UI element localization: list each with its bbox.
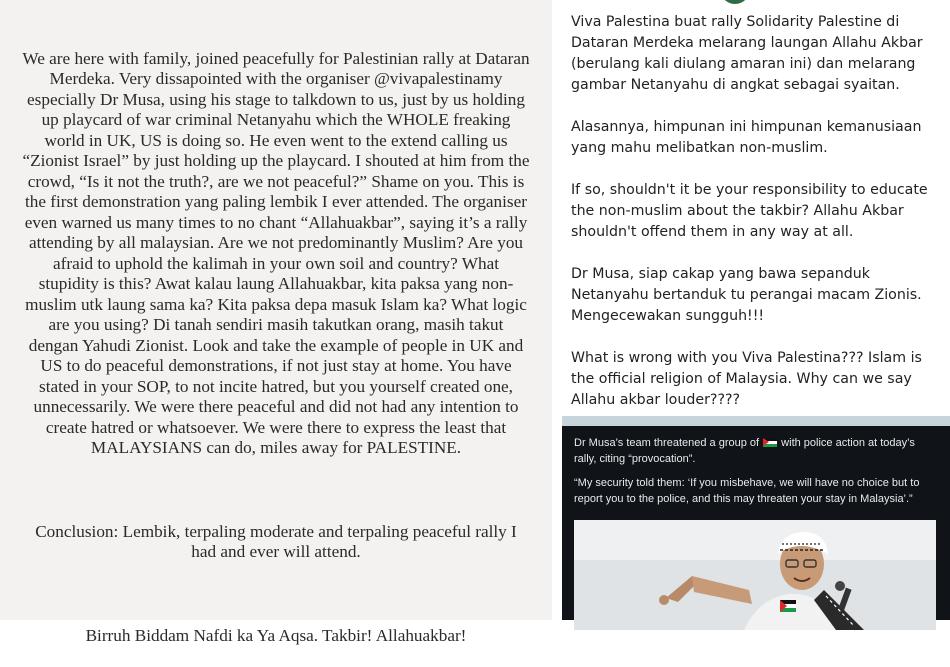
tweet-text xyxy=(574,436,940,516)
panel-divider xyxy=(552,0,562,620)
right-post-paragraph: What is wrong with you Viva Palestina??? Islam is the official religion of Malaysia. Why can we say Allahu akbar louder???? xyxy=(571,350,922,408)
tweet-photo[interactable] xyxy=(574,520,936,630)
left-post-conclusion: Conclusion: Lembik, terpaling moderate and terpaling peaceful rally I had and ever will attend. xyxy=(35,521,517,561)
right-post-paragraph: Dr Musa, siap cakap yang bawa sepanduk Netanyahu bertanduk tu perangai macam Zionis. Mengecewakan sungguh!!! xyxy=(571,266,922,324)
tweet-line-end: with police action at today’s rally, citing “provocation”. xyxy=(574,437,915,465)
tweet-header-strip xyxy=(562,416,950,426)
right-post-paragraph: Alasannya, himpunan ini himpunan kemanusiaan yang mahu melibatkan non-muslim. xyxy=(571,119,922,156)
palestine-flag-icon xyxy=(763,438,777,447)
avatar[interactable] xyxy=(720,0,750,4)
left-post-text xyxy=(22,28,530,667)
right-post-paragraph: Viva Palestina buat rally Solidarity Palestine di Dataran Merdeka melarang laungan Allahu Akbar (berulang kali diulang amaran ini) dan melarang gambar Netanyahu di angkat sebagai syaitan. xyxy=(571,14,923,93)
left-post-closing: Birruh Biddam Nafdi ka Ya Aqsa. Takbir! Allahuakbar! xyxy=(85,625,467,645)
right-post-text xyxy=(571,12,943,432)
left-post-paragraph: We are here with family, joined peacefully for Palestinian rally at Dataran Merdeka. Very dissapointed with the organiser @vivapalestinamy especially Dr Musa, using his stage to talkdown to us, just by us holding up playcard of war criminal Netanyahu which the WHOLE freaking world in UK, US is doing so. He even went to the extend calling us “Zionist Israel” by just holding up the playcard. I shouted at him from the crowd, “Is it not the truth?, are we not peaceful?” Shame on you. This is the first demonstration yang paling lembik I ever attended. The organiser even warned us many times to no chant “Allahuakbar”, saying it’s a rally attending by all malaysian. Are we not predominantly Muslim? Are you afraid to uphold the kalimah in your own soil and country? What stupidity is this? Awat kalau laung Allahuakbar, kita paksa yang non-muslim utk laung sama ka? Kita paksa depa masuk Islam ka? What logic are you using? Di tanah sendiri masih takutkan orang, masih takut dengan Yahudi Zionist. Look and take the example of people in UK and US to do peaceful demonstrations, if not just stay at home. You have stated in your SOP, to not incite hatred, but you yourself created one, unnecessarily. We were there peaceful and did not had any intention to create hatred or whatsoever. We were there to express the least that MALAYSIANS can do, miles away for PALESTINE. xyxy=(22,48,530,457)
speaker-photo-illustration xyxy=(574,520,936,630)
tweet-line-start: Dr Musa’s team threatened a group of xyxy=(574,437,763,449)
tweet-quote: “My security told them: ‘If you misbehave, we will have no choice but to report you to the police, and this may threaten your stay in Malaysia’.” xyxy=(574,477,920,505)
right-post-paragraph: If so, shouldn't it be your responsibility to educate the non-muslim about the takbir? Allahu Akbar shouldn't offend them in any way at all. xyxy=(571,182,928,240)
tweet-card[interactable] xyxy=(562,416,950,620)
right-post-panel xyxy=(562,0,950,416)
tweet-line xyxy=(574,436,940,467)
